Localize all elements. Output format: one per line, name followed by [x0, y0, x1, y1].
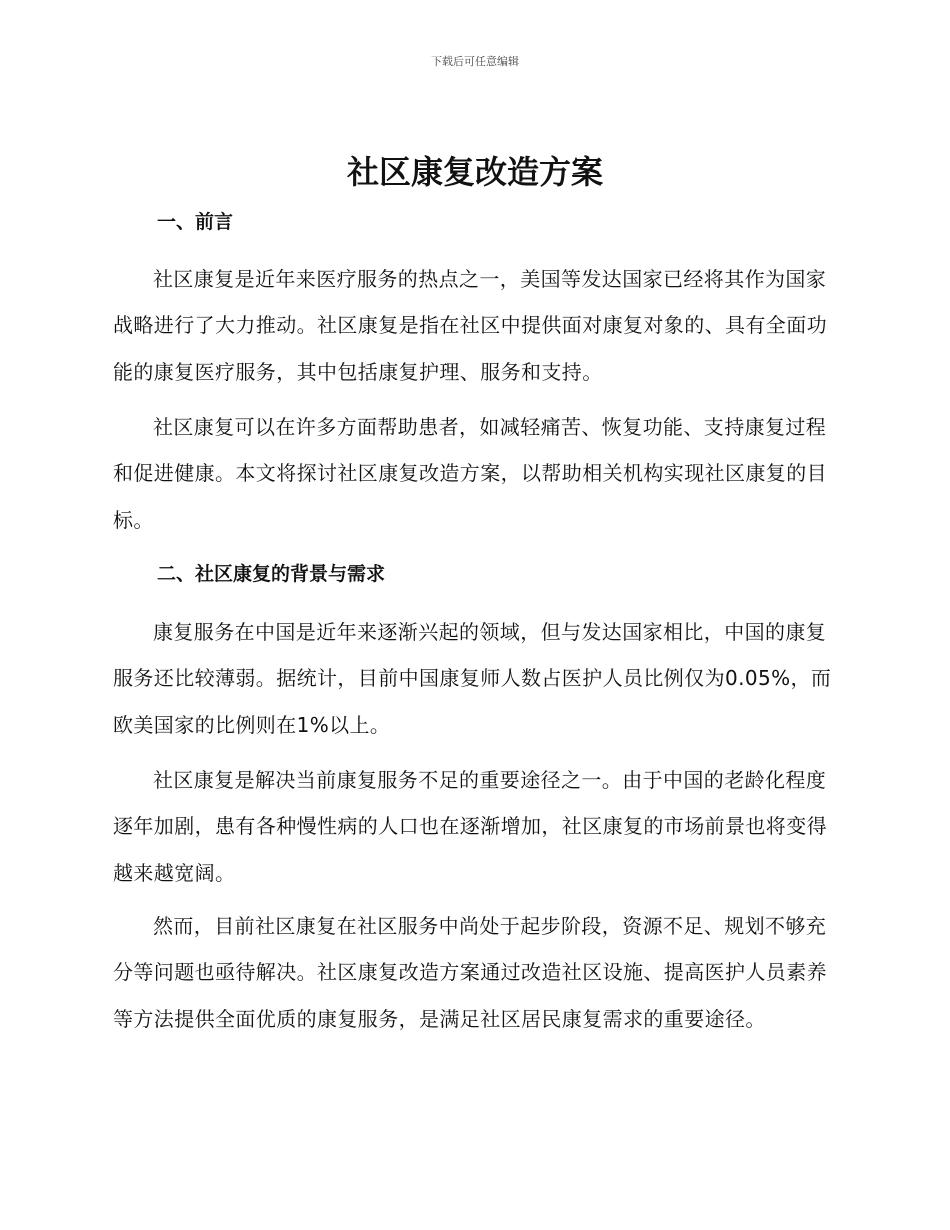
paragraph: 社区康复是解决当前康复服务不足的重要途径之一。由于中国的老龄化程度逐年加剧，患有各种慢性病的人口也在逐渐增加，社区康复的市场前景也将变得越来越宽阔。	[113, 768, 827, 885]
section-heading-preface: 一、前言	[157, 211, 234, 233]
paragraph: 然而，目前社区康复在社区服务中尚处于起步阶段，资源不足、规划不够充分等问题也亟待解决。社区康复改造方案通过改造社区设施、提高医护人员素养等方法提供全面优质的康复服务，是满足社区居民康复需求的重要途径。	[113, 914, 827, 1031]
document-title: 社区康复改造方案	[346, 153, 603, 191]
paragraph: 社区康复是近年来医疗服务的热点之一，美国等发达国家已经将其作为国家战略进行了大力推动。社区康复是指在社区中提供面对康复对象的、具有全面功能的康复医疗服务，其中包括康复护理、服务和支持。	[113, 267, 827, 384]
running-header: 下载后可任意编辑	[431, 55, 519, 68]
paragraph: 社区康复可以在许多方面帮助患者，如减轻痛苦、恢复功能、支持康复过程和促进健康。本文将探讨社区康复改造方案，以帮助相关机构实现社区康复的目标。	[113, 415, 827, 532]
section-heading-background: 二、社区康复的背景与需求	[157, 563, 386, 585]
paragraph: 康复服务在中国是近年来逐渐兴起的领域，但与发达国家相比，中国的康复服务还比较薄弱。据统计，目前中国康复师人数占医护人员比例仅为0.05%，而欧美国家的比例则在1%以上。	[113, 620, 832, 737]
